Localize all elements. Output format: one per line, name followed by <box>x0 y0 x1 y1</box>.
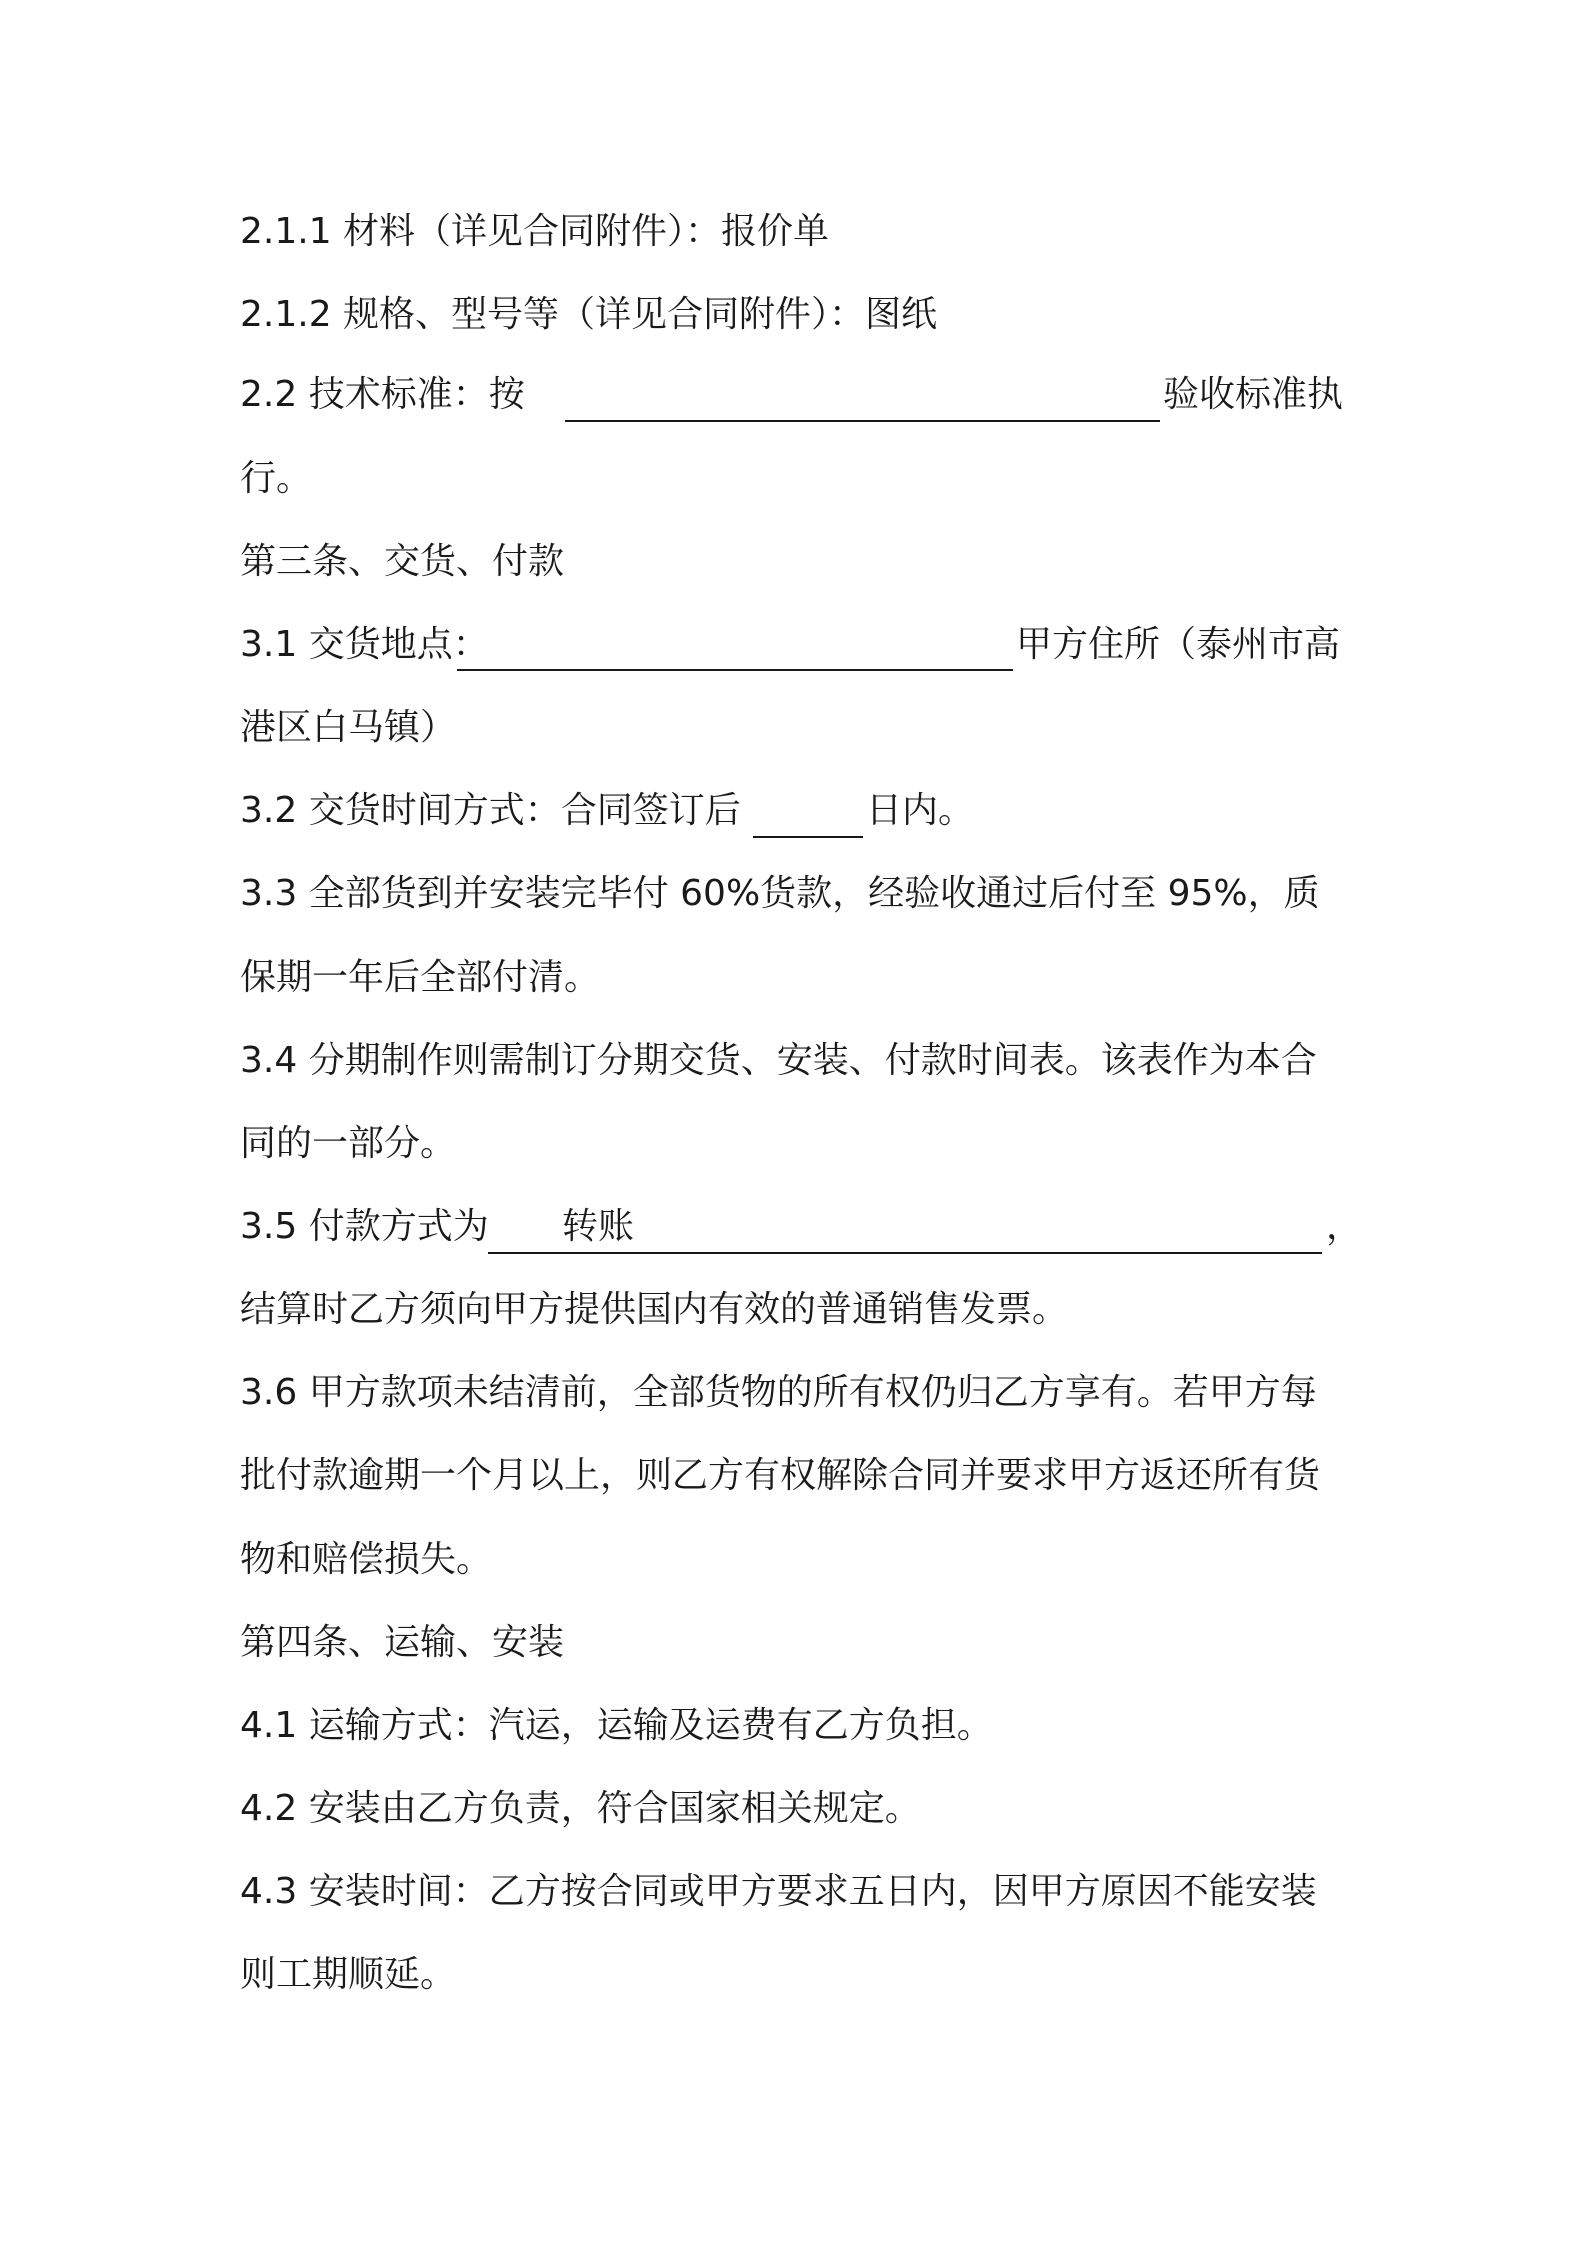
clause-4-1: 4.1 运输方式：汽运，运输及运费有乙方负担。 <box>240 1705 993 1746</box>
clause-4-3-continuation: 则工期顺延。 <box>240 1954 457 1995</box>
clause-3-6: 3.6 甲方款项未结清前，全部货物的所有权仍归乙方享有。若甲方每 <box>240 1372 1317 1413</box>
clause-3-5-prefix: 3.5 付款方式为 <box>240 1206 489 1247</box>
clause-3-4: 3.4 分期制作则需制订分期交货、安装、付款时间表。该表作为本合 <box>240 1040 1317 1081</box>
clause-3-6-continuation-2: 物和赔偿损失。 <box>240 1539 493 1580</box>
clause-3-2-suffix: 日内。 <box>866 790 975 831</box>
technical-standard-blank <box>565 420 1160 422</box>
article-4-heading: 第四条、运输、安装 <box>240 1622 565 1663</box>
clause-4-2: 4.2 安装由乙方负责，符合国家相关规定。 <box>240 1788 921 1829</box>
clause-2-2-suffix: 验收标准执 <box>1163 374 1344 415</box>
clause-3-3-continuation: 保期一年后全部付清。 <box>240 957 601 998</box>
clause-3-4-continuation: 同的一部分。 <box>240 1123 457 1164</box>
delivery-place-blank <box>457 669 1013 671</box>
clause-3-1-suffix: 甲方住所（泰州市高 <box>1016 624 1341 665</box>
clause-2-1-2: 2.1.2 规格、型号等（详见合同附件）：图纸 <box>240 294 938 335</box>
clause-2-1-1: 2.1.1 材料（详见合同附件）：报价单 <box>240 211 830 252</box>
delivery-days-blank <box>753 836 863 838</box>
clause-3-2-prefix: 3.2 交货时间方式：合同签订后 <box>240 790 741 831</box>
payment-method-blank-short <box>488 1252 563 1254</box>
clause-3-5-comma: ， <box>1326 1206 1363 1247</box>
clause-3-5-continuation: 结算时乙方须向甲方提供国内有效的普通销售发票。 <box>240 1289 1069 1330</box>
clause-3-1-continuation: 港区白马镇） <box>240 707 457 748</box>
article-3-heading: 第三条、交货、付款 <box>240 541 565 582</box>
clause-4-3: 4.3 安装时间：乙方按合同或甲方要求五日内，因甲方原因不能安装 <box>240 1871 1317 1912</box>
clause-3-6-continuation-1: 批付款逾期一个月以上，则乙方有权解除合同并要求甲方返还所有货 <box>240 1455 1321 1496</box>
clause-2-2-prefix: 2.2 技术标准：按 <box>240 374 525 415</box>
payment-method-blank-long <box>562 1252 1322 1254</box>
clause-2-2-continuation: 行。 <box>240 458 313 499</box>
payment-method-value: 转账 <box>562 1206 635 1247</box>
clause-3-1-prefix: 3.1 交货地点： <box>240 624 489 665</box>
clause-3-3: 3.3 全部货到并安装完毕付 60%货款，经验收通过后付至 95%，质 <box>240 873 1320 914</box>
